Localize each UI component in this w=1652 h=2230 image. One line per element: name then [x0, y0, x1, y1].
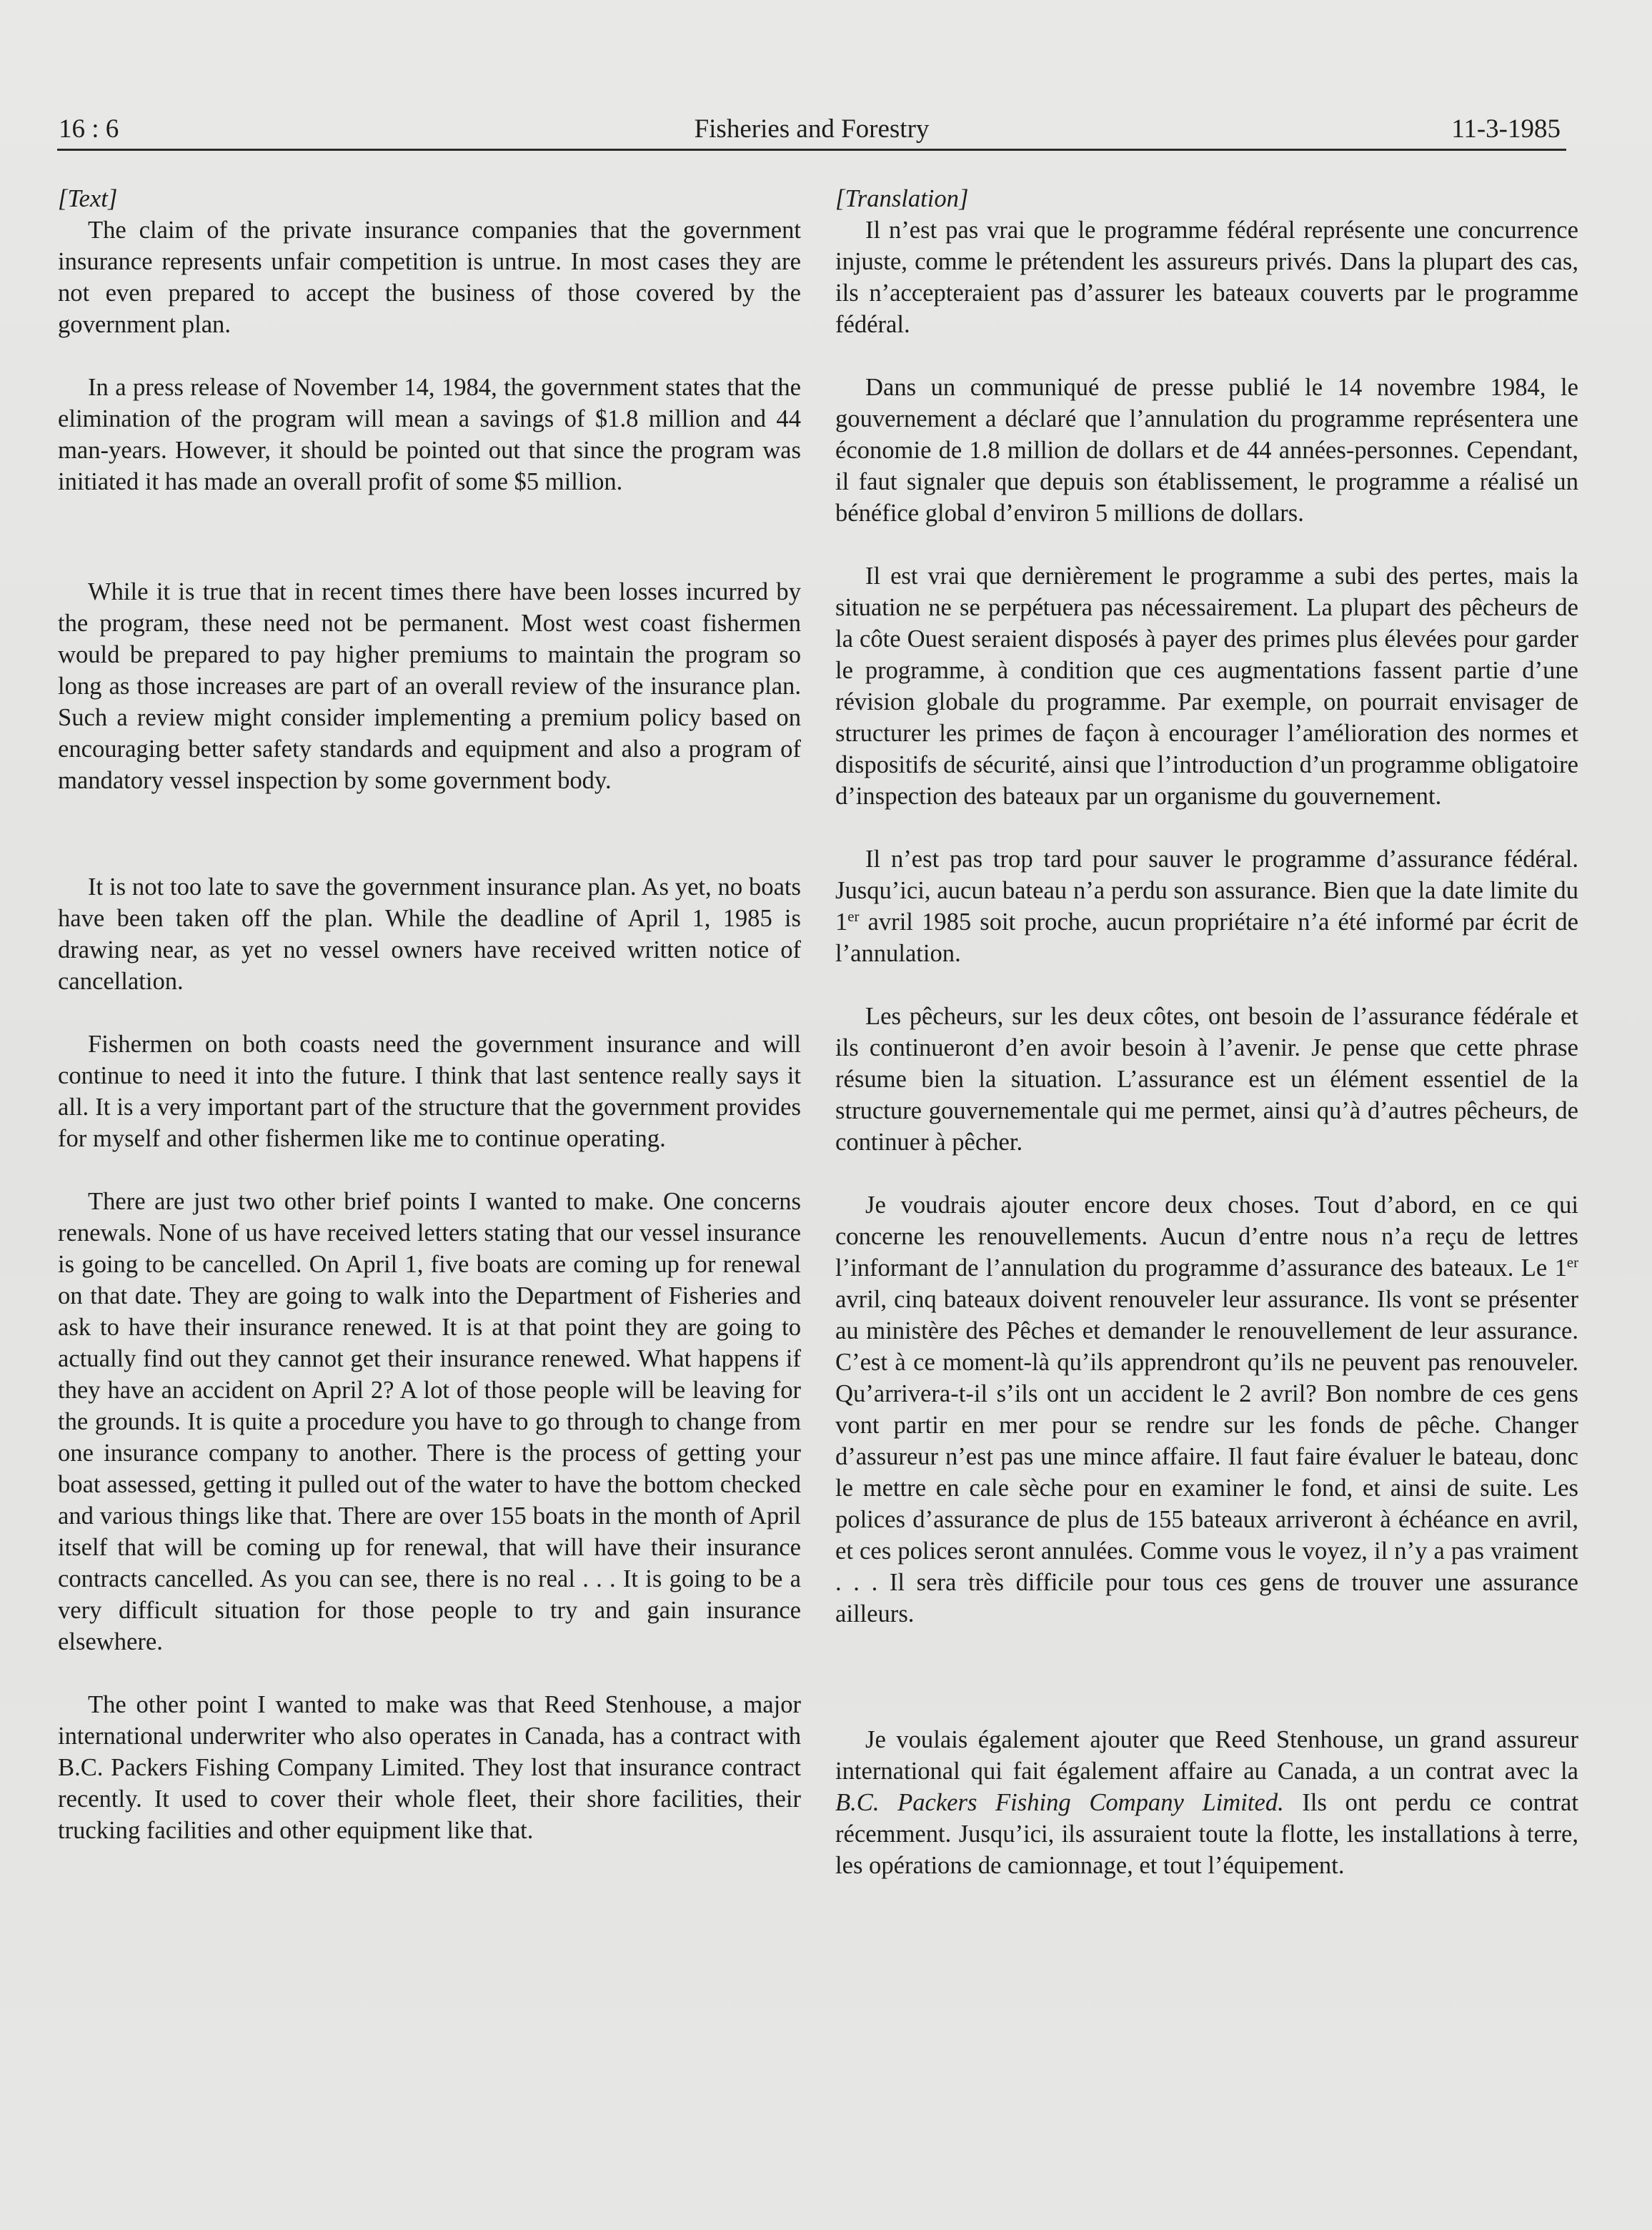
english-column: [58, 183, 801, 1846]
paragraph: It is not too late to save the government insurance plan. As yet, no boats have been taken off the plan. While the deadline of April 1, 1985 is drawing near, as yet no vessel owners have received written notice of cancellation.: [58, 873, 801, 995]
text-label: [Text]: [58, 185, 118, 212]
translation-label: [Translation]: [835, 185, 969, 212]
paragraph: Dans un communiqué de presse publié le 14 novembre 1984, le gouvernement a déclaré que l’annulation du programme représentera une économie de 1.8 million de dollars et de 44 années-personnes. Cependant, il faut signaler que depuis son établissement, le programme a réalisé un bénéfice global d’environ 5 millions de dollars.: [835, 374, 1578, 527]
paragraph-text: Il n’est pas trop tard pour sauver le programme d’assurance fédéral. Jusqu’ici, aucun bateau n’a perdu son assurance. Bien que la date limite du 1: [835, 846, 1578, 936]
paragraph-text: Je voulais également ajouter que Reed Stenhouse, un grand assureur international qui fait également affaire au Canada, a un contrat avec la: [835, 1726, 1578, 1785]
paragraph: The other point I wanted to make was that Reed Stenhouse, a major international underwriter who also operates in Canada, has a contract with B.C. Packers Fishing Company Limited. They lost that insurance contract recently. It used to cover their whole fleet, their shore facilities, their trucking facilities and other equipment like that.: [58, 1691, 801, 1844]
paragraph-text: avril, cinq bateaux doivent renouveler leur assurance. Ils vont se présenter au ministère des Pêches et demander le renouvellement de leur assurance. C’est à ce moment-là qu’ils apprendront qu’ils ne peuvent pas renouveler. Qu’arrivera-t-il s’ils ont un accident le 2 avril? Bon nombre de ces gens vont partir en mer pour se rendre sur les fonds de pêche. Changer d’assureur n’est pas une mince affaire. Il faut faire évaluer le bateau, donc le mettre en cale sèche pour en examiner le fond, et ainsi de suite. Les polices d’assurance de plus de 155 bateaux arriveront à échéance en avril, et ces polices seront annulées. Comme vous le voyez, il n’y a pas vraiment . . . Il sera très difficile pour tous ces gens de trouver une assurance ailleurs.: [835, 1286, 1578, 1627]
paragraph: The claim of the private insurance companies that the government insurance represents unfair competition is untrue. In most cases they are not even prepared to accept the business of those covered by the government plan.: [58, 217, 801, 338]
paragraph-text: avril 1985 soit proche, aucun propriétaire n’a été informé par écrit de l’annulation.: [835, 908, 1578, 967]
paragraph: [835, 1189, 1578, 1630]
paragraph: Les pêcheurs, sur les deux côtes, ont besoin de l’assurance fédérale et ils continueront d’en avoir besoin à l’avenir. Je pense que cette phrase résume bien la situation. L’assurance est un élément essentiel de la structure gouvernementale qui me permet, ainsi qu’à d’autres pêcheurs, de continuer à pêcher.: [835, 1003, 1578, 1156]
ordinal-suffix: er: [847, 908, 860, 925]
paragraph: Il n’est pas vrai que le programme fédéral représente une concurrence injuste, comme le prétendent les assureurs privés. Dans la plupart des cas, ils n’accepteraient pas d’assurer les bateaux couverts par le programme fédéral.: [835, 217, 1578, 338]
paragraph: In a press release of November 14, 1984, the government states that the elimination of the program will mean a savings of $1.8 million and 44 man-years. However, it should be pointed out that since the program was initiated it has made an overall profit of some $5 million.: [58, 374, 801, 495]
page-header: [57, 113, 1566, 151]
paragraph: While it is true that in recent times there have been losses incurred by the program, these need not be permanent. Most west coast fishermen would be prepared to pay higher premiums to maintain the program so long as those increases are part of an overall review of the insurance plan. Such a review might consider implementing a premium policy based on encouraging better safety standards and equipment and also a program of mandatory vessel inspection by some government body.: [58, 578, 801, 794]
company-name: B.C. Packers Fishing Company Limited.: [835, 1789, 1284, 1816]
committee-title: Fisheries and Forestry: [694, 114, 930, 144]
paragraph: [835, 843, 1578, 969]
paragraph: There are just two other brief points I wanted to make. One concerns renewals. None of us have received letters stating that our vessel insurance is going to be cancelled. On April 1, five boats are coming up for renewal on that date. They are going to walk into the Department of Fisheries and ask to have their insurance renewed. It is at that point they are going to actually find out they cannot get their insurance renewed. What happens if they have an accident on April 2? A lot of those people will be leaving for the grounds. It is quite a procedure you have to go through to change from one insurance company to another. There is the process of getting your boat assessed, getting it pulled out of the water to have the bottom checked and various things like that. There are over 155 boats in the month of April itself that will be coming up for renewal, that will have their insurance contracts cancelled. As you can see, there is no real . . . It is going to be a very difficult situation for those people to try and gain insurance elsewhere.: [58, 1188, 801, 1655]
paragraph-text: Ils ont perdu ce contrat récemment. Jusqu’ici, ils assuraient toute la flotte, les installations à terre, les opérations de camionnage, et tout l’équipement.: [835, 1789, 1579, 1879]
paragraph: Fishermen on both coasts need the government insurance and will continue to need it into the future. I think that last sentence really says it all. It is a very important part of the structure that the government provides for myself and other fishermen like me to continue operating.: [58, 1031, 801, 1152]
paragraph-text: Je voudrais ajouter encore deux choses. Tout d’abord, en ce qui concerne les renouvellements. Aucun d’entre nous n’a reçu de lettres l’informant de l’annulation du programme d’assurance des bateaux. Le 1: [835, 1191, 1578, 1282]
paragraph: Il est vrai que dernièrement le programme a subi des pertes, mais la situation ne se perpétuera pas nécessairement. La plupart des pêcheurs de la côte Ouest seraient disposés à payer des primes plus élevées pour garder le programme, à condition que ces augmentations fassent partie d’une révision globale du programme. Par exemple, on pourrait envisager de structurer les primes de façon à encourager l’amélioration des normes et dispositifs de sécurité, ainsi que l’introduction d’un programme obligatoire d’inspection des bateaux par un organisme du gouvernement.: [835, 563, 1578, 810]
header-date: 11-3-1985: [1451, 114, 1561, 144]
page-number: 16 : 6: [59, 114, 119, 144]
paragraph: [835, 1724, 1578, 1881]
ordinal-suffix: er: [1566, 1254, 1578, 1271]
french-column: [835, 183, 1578, 1881]
